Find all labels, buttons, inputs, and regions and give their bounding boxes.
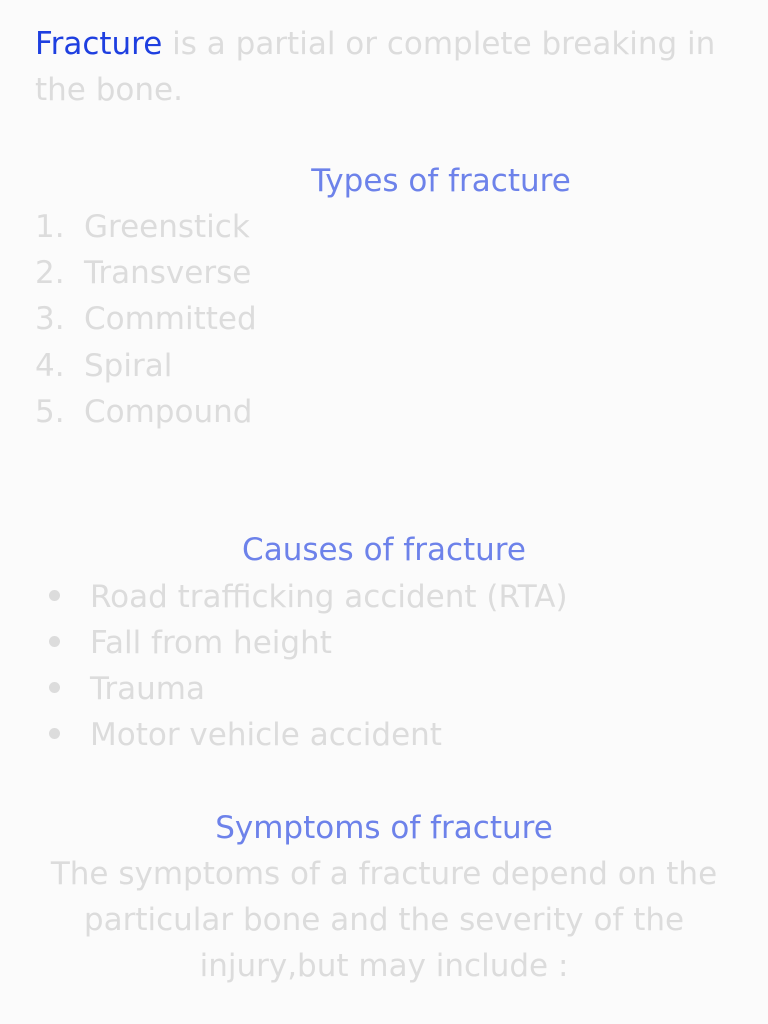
list-item-label: Compound <box>84 393 253 430</box>
list-item-label: Trauma <box>90 671 205 707</box>
list-item <box>35 250 257 296</box>
list-item <box>35 204 257 250</box>
symptoms-heading: Symptoms of fracture <box>215 810 553 846</box>
list-item <box>35 296 257 342</box>
list-item-label: Greenstick <box>84 209 250 245</box>
list-item <box>45 712 568 758</box>
list-item <box>45 620 568 666</box>
intro-paragraph <box>35 21 735 113</box>
list-item-label: Fall from height <box>90 625 332 661</box>
list-number: 4. <box>35 347 65 384</box>
list-number: 5. <box>35 393 65 430</box>
list-item-label: Spiral <box>84 347 173 384</box>
bullet-icon <box>49 682 60 693</box>
list-number: 1. <box>35 209 65 245</box>
causes-list <box>45 574 568 758</box>
types-heading: Types of fracture <box>311 163 571 199</box>
intro-keyword: Fracture <box>35 26 163 62</box>
list-item-label: Transverse <box>84 255 252 292</box>
types-list <box>35 204 257 435</box>
list-number: 2. <box>35 255 65 292</box>
causes-heading: Causes of fracture <box>242 532 526 568</box>
intro-text: is a partial or complete breaking in the bone. <box>35 26 716 108</box>
list-item <box>45 574 568 620</box>
bullet-icon <box>49 636 60 647</box>
bullet-icon <box>49 590 60 601</box>
bullet-icon <box>49 728 60 739</box>
list-item-label: Road trafficking accident (RTA) <box>90 579 568 615</box>
list-item-label: Committed <box>84 301 257 338</box>
list-item <box>45 666 568 712</box>
list-item <box>35 343 257 389</box>
symptoms-paragraph: The symptoms of a fracture depend on the particular bone and the severity of the injury,but may include : <box>50 856 718 984</box>
list-item-label: Motor vehicle accident <box>90 717 442 753</box>
list-item <box>35 389 257 435</box>
list-number: 3. <box>35 301 65 338</box>
